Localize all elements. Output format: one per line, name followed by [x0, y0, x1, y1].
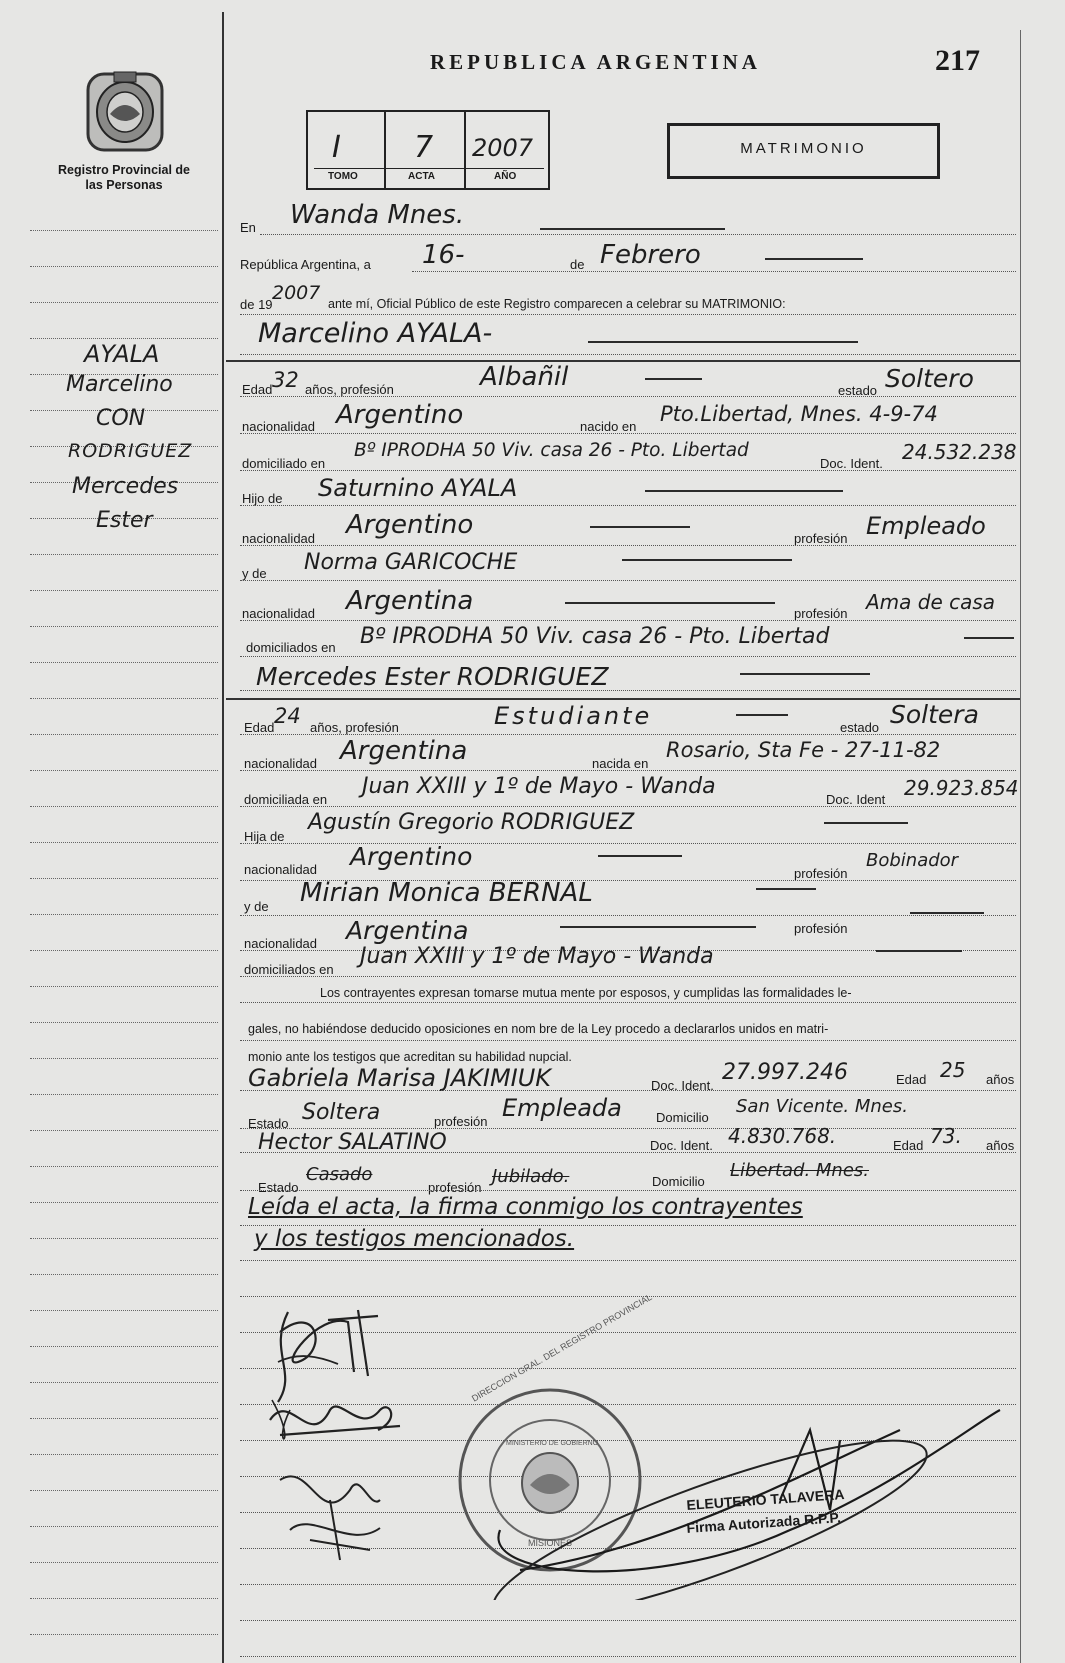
place: Wanda Mnes. [290, 200, 465, 230]
closing-line-1: Leída el acta, la firma conmigo los contrayentes [248, 1194, 803, 1220]
witness1-estado-label: Estado [248, 1116, 289, 1131]
groom-profession: Albañil [480, 362, 569, 392]
groom-edad-label: Edad [242, 382, 273, 397]
bride-father-nat-label: nacionalidad [244, 862, 318, 877]
groom-estado-label: estado [838, 383, 878, 398]
groom-doc: 24.532.238 [902, 440, 1017, 464]
margin-rule-line [30, 1634, 218, 1635]
country-heading: REPUBLICA ARGENTINA [430, 50, 761, 74]
margin-rule-line [30, 1490, 218, 1491]
tomo-value: I [332, 130, 341, 165]
witness1-estado: Soltera [302, 1100, 381, 1125]
margin-rule-line [30, 230, 218, 231]
year-prefix: de 19 [240, 297, 273, 312]
official-name: ELEUTERIO TALAVERA [686, 1485, 845, 1513]
margin-rule-line [30, 734, 218, 735]
act-type: MATRIMONIO [740, 140, 867, 157]
seal-ring-text: DIRECCION GRAL. DEL REGISTRO PROVINCIAL [470, 1291, 654, 1404]
margin-rule-line [30, 842, 218, 843]
margin-rule-line [30, 806, 218, 807]
tomo-acta-ano-box [306, 110, 550, 190]
groom-age: 32 [272, 368, 299, 392]
margin-rule-line [30, 590, 218, 591]
witness1-address: San Vicente. Mnes. [736, 1096, 908, 1117]
margin-rule-line [30, 770, 218, 771]
bride-parents-dom-label: domiciliados en [244, 962, 334, 977]
groom-father-nat: Argentino [346, 510, 474, 540]
bride-mother-prof-label: profesión [794, 921, 848, 936]
groom-parents-dom-label: domiciliados en [246, 640, 336, 655]
bride-profession: Estudiante [494, 702, 653, 730]
witness2-age: 73. [930, 1124, 962, 1148]
closing-line-2: y los testigos mencionados. [254, 1226, 575, 1252]
witness1-name: Gabriela Marisa JAKIMIUK [248, 1064, 552, 1092]
groom-hijo-label: Hijo de [242, 491, 283, 506]
margin-rule-line [30, 1346, 218, 1347]
bride-father-prof: Bobinador [866, 850, 959, 871]
witness2-profession: Jubilado. [492, 1166, 570, 1187]
ano-value: 2007 [472, 134, 534, 162]
groom-nacionalidad-label: nacionalidad [242, 419, 316, 434]
witness2-estado-label: Estado [258, 1180, 299, 1195]
bride-parents-address: Juan XXIII y 1º de Mayo - Wanda [360, 944, 714, 969]
groom-mother-prof-label: profesión [794, 606, 848, 621]
seal-inner-text: MINISTERIO DE GOBIERNO [506, 1440, 599, 1447]
groom-father-prof-label: profesión [794, 531, 848, 546]
bride-estado-label: estado [840, 720, 880, 735]
margin-name-bride: Mercedes [72, 474, 179, 499]
margin-rule-line [30, 1418, 218, 1419]
margin-rule-line [30, 1274, 218, 1275]
margin-rule-line [30, 1130, 218, 1131]
witness2-doc: 4.830.768. [728, 1124, 837, 1148]
bride-age: 24 [274, 704, 301, 728]
witness1-doc-label: Doc. Ident. [651, 1078, 714, 1093]
margin-rule-line [30, 1562, 218, 1563]
acta-value: 7 [414, 130, 434, 165]
witness2-estado: Casado [306, 1164, 373, 1185]
margin-rule-line [30, 1526, 218, 1527]
witness1-profesion-label: profesión [434, 1114, 488, 1129]
groom-father-prof: Empleado [866, 512, 986, 540]
groom-mother-prof: Ama de casa [866, 590, 996, 614]
bride-domiciliada-label: domiciliada en [244, 792, 328, 807]
groom-father: Saturnino AYALA [318, 474, 518, 502]
registry-name: Registro Provincial de las Personas [58, 163, 190, 192]
bride-name: Mercedes Ester RODRIGUEZ [256, 662, 609, 691]
margin-rule-line [30, 1382, 218, 1383]
witness2-anos-label: años [986, 1138, 1015, 1153]
bride-father-nat: Argentino [350, 842, 473, 871]
groom-mother: Norma GARICOCHE [304, 550, 518, 575]
margin-rule-line [30, 554, 218, 555]
witness2-edad-label: Edad [893, 1138, 924, 1153]
year: 2007 [272, 282, 321, 304]
act-type-box [667, 123, 940, 179]
margin-rule-line [30, 662, 218, 663]
witness2-address: Libertad. Mnes. [730, 1160, 869, 1181]
witness2-name: Hector SALATINO [258, 1130, 447, 1155]
margin-rule-line [30, 1058, 218, 1059]
groom-birth: Pto.Libertad, Mnes. 4-9-74 [660, 402, 938, 426]
bride-mother: Mirian Monica BERNAL [300, 878, 593, 908]
bride-birth: Rosario, Sta Fe - 27-11-82 [666, 738, 941, 762]
margin-rule-line [30, 302, 218, 303]
bride-father: Agustín Gregorio RODRIGUEZ [308, 810, 635, 835]
seal-bottom-text: MISIONES [528, 1538, 573, 1548]
margin-rule-line [30, 1166, 218, 1167]
groom-mother-nat: Argentina [346, 586, 474, 616]
margin-rule-line [30, 626, 218, 627]
bride-nacionalidad-label: nacionalidad [244, 756, 318, 771]
acta-label: ACTA [408, 171, 436, 182]
margin-rule-line [30, 266, 218, 267]
witness1-profession: Empleada [502, 1094, 622, 1122]
witness1-age: 25 [940, 1058, 966, 1082]
margin-rule-line [30, 1094, 218, 1095]
groom-address: Bº IPRODHA 50 Viv. casa 26 - Pto. Libertad [354, 440, 749, 461]
groom-yde-label: y de [242, 566, 267, 581]
witness1-doc: 27.997.246 [722, 1060, 848, 1085]
day: 16- [422, 240, 465, 270]
witness-signature [270, 1440, 400, 1570]
bride-mother-nat: Argentina [346, 916, 469, 945]
margin-rule-line [30, 1238, 218, 1239]
groom-parents-address: Bº IPRODHA 50 Viv. casa 26 - Pto. Libertad [360, 624, 830, 649]
body-rule-line [240, 1620, 1016, 1621]
bride-estado: Soltera [890, 700, 979, 729]
bride-hija-label: Hija de [244, 829, 285, 844]
margin-column-rule [222, 12, 224, 1663]
witness1-anos-label: años [986, 1072, 1015, 1087]
margin-surname-bride: RODRIGUEZ [68, 440, 193, 462]
republica-label: República Argentina, a [240, 257, 371, 272]
margin-rule-line [30, 878, 218, 879]
body-rule-line [240, 1656, 1016, 1657]
witness1-domicilio-label: Domicilio [656, 1110, 709, 1125]
bride-address: Juan XXIII y 1º de Mayo - Wanda [362, 774, 716, 799]
groom-name: Marcelino AYALA- [258, 318, 493, 349]
witness2-profesion-label: profesión [428, 1180, 482, 1195]
declaration-line-1: Los contrayentes expresan tomarse mutua mente por esposos, y cumplidas las formalidades le- [320, 986, 852, 1000]
margin-rule-line [30, 986, 218, 987]
witness1-edad-label: Edad [896, 1072, 927, 1087]
margin-rule-line [30, 698, 218, 699]
margin-con: CON [96, 406, 146, 431]
declaration-line-3: monio ante los testigos que acreditan su habilidad nupcial. [248, 1050, 572, 1064]
bride-nacida-label: nacida en [592, 756, 649, 771]
witness2-doc-label: Doc. Ident. [650, 1138, 713, 1153]
margin-rule-line [30, 950, 218, 951]
witness2-domicilio-label: Domicilio [652, 1174, 705, 1189]
groom-nationality: Argentino [336, 400, 464, 430]
provincial-crest-icon [80, 66, 170, 156]
bride-yde-label: y de [244, 899, 269, 914]
en-label: En [240, 220, 256, 235]
groom-doc-label: Doc. Ident. [820, 456, 883, 471]
margin-rule-line [30, 338, 218, 339]
groom-anos-profesion-label: años, profesión [305, 382, 394, 397]
bride-edad-label: Edad [244, 720, 275, 735]
margin-middle-name-bride: Ester [96, 508, 153, 533]
margin-name-groom: Marcelino [66, 372, 173, 397]
de-label: de [570, 257, 585, 272]
page-number: 217 [935, 44, 980, 77]
groom-domiciliado-label: domiciliado en [242, 456, 326, 471]
groom-father-nat-label: nacionalidad [242, 531, 316, 546]
declaration-line-2: gales, no habiéndose deducido oposiciones en nom bre de la Ley procedo a declararlos unidos en matri- [248, 1022, 829, 1036]
bride-anos-profesion-label: años, profesión [310, 720, 399, 735]
margin-rule-line [30, 1022, 218, 1023]
margin-rule-line [30, 1202, 218, 1203]
margin-rule-line [30, 914, 218, 915]
groom-nacido-label: nacido en [580, 419, 637, 434]
bride-nationality: Argentina [340, 736, 468, 766]
official-title: Firma Autorizada R.P.P. [686, 1509, 842, 1536]
right-edge-rule [1020, 30, 1021, 1663]
intro-sentence: ante mí, Oficial Público de este Registro comparecen a celebrar su MATRIMONIO: [328, 297, 786, 311]
tomo-label: TOMO [328, 171, 358, 182]
margin-surname-groom: AYALA [84, 340, 160, 368]
bride-father-prof-label: profesión [794, 866, 848, 881]
groom-mother-nat-label: nacionalidad [242, 606, 316, 621]
margin-rule-line [30, 1598, 218, 1599]
margin-rule-line [30, 1310, 218, 1311]
margin-rule-line [30, 1454, 218, 1455]
bride-mother-nat-label: nacionalidad [244, 936, 318, 951]
groom-estado: Soltero [885, 364, 974, 393]
bride-doc-label: Doc. Ident [826, 792, 886, 807]
bride-doc: 29.923.854 [904, 776, 1019, 800]
ano-label: AÑO [494, 171, 517, 182]
month: Febrero [600, 240, 701, 270]
